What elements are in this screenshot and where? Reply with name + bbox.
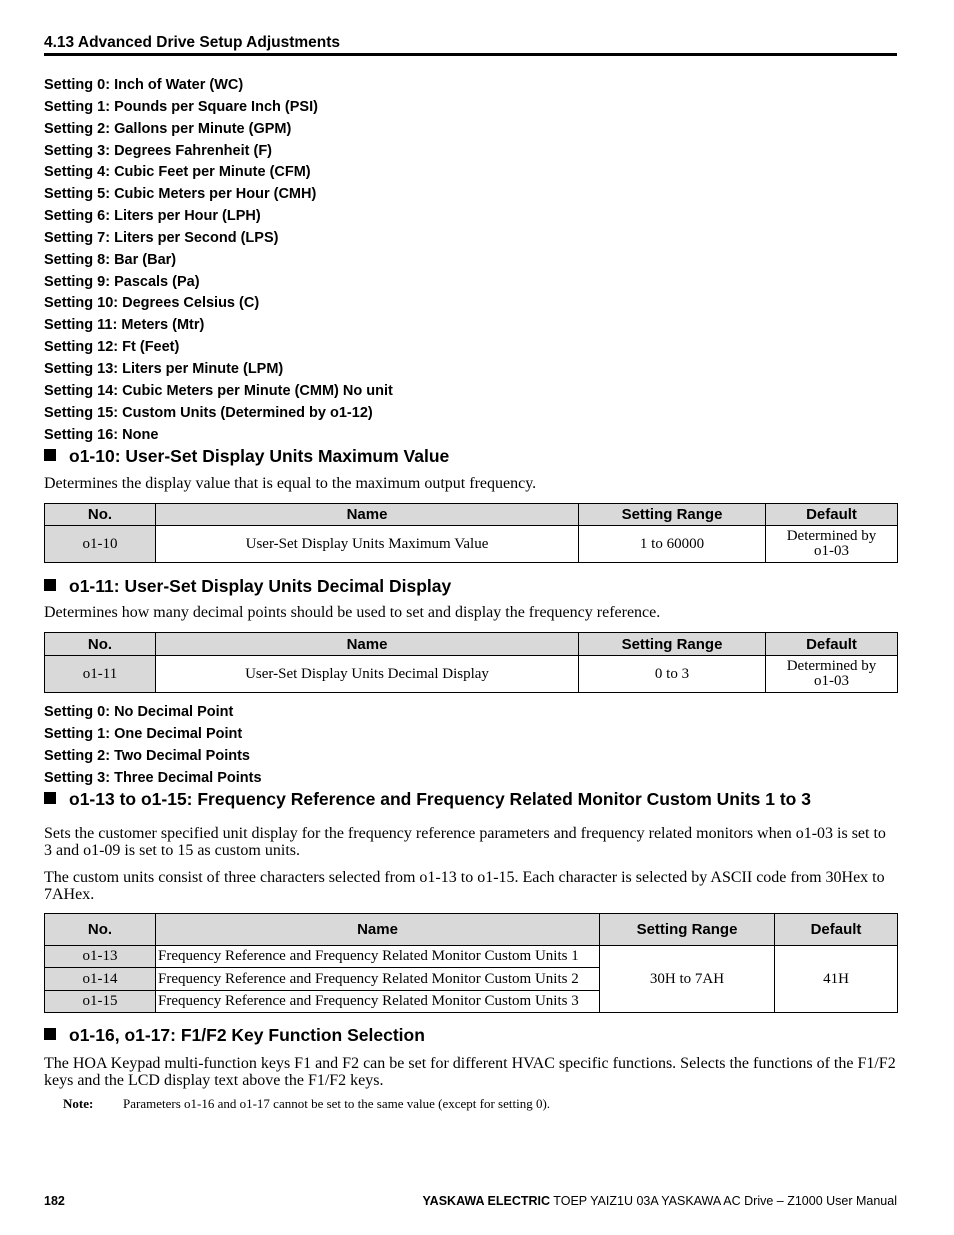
setting-item: Setting 5: Cubic Meters per Hour (CMH): [44, 186, 317, 203]
setting-item: Setting 15: Custom Units (Determined by o1-12): [44, 404, 373, 421]
setting-item: Setting 0: Inch of Water (WC): [44, 77, 244, 93]
square-bullet-icon: [44, 1028, 56, 1040]
o1-13-heading-text: o1-13 to o1-15: Frequency Reference and Frequency Related Monitor Custom Units 1 to 3: [69, 789, 811, 809]
param-name: User-Set Display Units Maximum Value: [156, 526, 579, 563]
param-range: 30H to 7AH: [600, 946, 775, 1013]
setting-item: Setting 6: Liters per Hour (LPH): [44, 208, 261, 225]
setting-item: Setting 4: Cubic Feet per Minute (CFM): [44, 164, 311, 181]
o1-16-heading: [44, 1024, 425, 1046]
setting-item: Setting 2: Gallons per Minute (GPM): [44, 120, 292, 137]
header-rule: [44, 53, 897, 56]
o1-10-table: [44, 503, 898, 563]
column-header-name: Name: [156, 633, 579, 656]
footer-document-title: [422, 1194, 897, 1208]
param-no: o1-11: [45, 656, 156, 693]
param-range: 0 to 3: [579, 656, 766, 693]
param-default-line1: Determined by: [786, 528, 877, 544]
setting-item: Setting 12: Ft (Feet): [44, 339, 180, 356]
setting-item: Setting 3: Degrees Fahrenheit (F): [44, 142, 273, 159]
table-row: [45, 526, 898, 563]
setting-item: Setting 0: No Decimal Point: [44, 704, 234, 720]
setting-item: Setting 7: Liters per Second (LPS): [44, 229, 279, 246]
setting-item: Setting 8: Bar (Bar): [44, 251, 177, 268]
setting-item: Setting 1: One Decimal Point: [44, 725, 243, 742]
setting-item: Setting 3: Three Decimal Points: [44, 769, 262, 786]
o1-16-heading-text: o1-16, o1-17: F1/F2 Key Function Selection: [69, 1025, 425, 1045]
o1-10-heading-text: o1-10: User-Set Display Units Maximum Value: [69, 446, 450, 466]
o1-11-table: [44, 632, 898, 693]
o1-13-description-1: Sets the customer specified unit display for the frequency reference parameters and frequency related monitors when o1-03 is set to 3 and o1-09 is set to 15 as custom units.: [44, 825, 886, 859]
footer-brand: YASKAWA ELECTRIC: [422, 1194, 551, 1208]
o1-11-description: Determines how many decimal points should be used to set and display the frequency reference.: [44, 604, 661, 621]
square-bullet-icon: [44, 792, 56, 804]
note-text: Parameters o1-16 and o1-17 cannot be set to the same value (except for setting 0).: [123, 1096, 551, 1111]
param-no: o1-15: [45, 991, 156, 1013]
note-label: Note:: [63, 1096, 94, 1111]
column-header-default: Default: [766, 633, 898, 656]
param-no: o1-10: [45, 526, 156, 563]
param-default: 41H: [775, 946, 898, 1013]
setting-item: Setting 14: Cubic Meters per Minute (CMM) No unit: [44, 382, 393, 399]
param-name: User-Set Display Units Decimal Display: [156, 656, 579, 693]
param-default: [766, 656, 898, 693]
param-name: Frequency Reference and Frequency Related Monitor Custom Units 1: [156, 946, 600, 968]
table-row: [45, 656, 898, 693]
column-header-range: Setting Range: [579, 504, 766, 526]
column-header-default: Default: [766, 504, 898, 526]
param-no: o1-13: [45, 946, 156, 968]
footer-doc-title: TOEP YAIZ1U 03A YASKAWA AC Drive – Z1000 User Manual: [550, 1194, 897, 1208]
settings-list: [44, 75, 904, 446]
section-title: 4.13 Advanced Drive Setup Adjustments: [44, 34, 341, 51]
o1-11-heading: [44, 575, 451, 597]
column-header-range: Setting Range: [579, 633, 766, 656]
note: [63, 1096, 550, 1112]
setting-item: Setting 9: Pascals (Pa): [44, 273, 200, 290]
param-default: [766, 526, 898, 563]
o1-10-heading: [44, 445, 449, 467]
square-bullet-icon: [44, 579, 56, 591]
o1-16-description: The HOA Keypad multi-function keys F1 and F2 can be set for different HVAC specific functions. Selects the functions of the F1/F2 keys and the LCD display text above the F1/F2 keys.: [44, 1055, 896, 1089]
o1-10-description: Determines the display value that is equal to the maximum output frequency.: [44, 475, 537, 492]
param-default-line1: Determined by: [786, 658, 877, 674]
setting-item: Setting 2: Two Decimal Points: [44, 747, 250, 764]
column-header-no: No.: [45, 914, 156, 946]
setting-item: Setting 13: Liters per Minute (LPM): [44, 360, 284, 377]
column-header-name: Name: [156, 504, 579, 526]
param-default-line2: o1-03: [814, 673, 849, 689]
param-no: o1-14: [45, 968, 156, 991]
param-default-line2: o1-03: [814, 543, 849, 559]
column-header-no: No.: [45, 504, 156, 526]
page-number: 182: [44, 1194, 65, 1208]
column-header-no: No.: [45, 633, 156, 656]
setting-item: Setting 16: None: [44, 426, 159, 443]
o1-13-table: [44, 913, 898, 1013]
decimal-settings-list: [44, 702, 904, 789]
table-row: [45, 946, 898, 968]
column-header-default: Default: [775, 914, 898, 946]
setting-item: Setting 10: Degrees Celsius (C): [44, 295, 260, 312]
o1-13-description-2: The custom units consist of three characters selected from o1-13 to o1-15. Each character is selected by ASCII code from 30Hex to 7AHex.: [44, 869, 885, 903]
setting-item: Setting 1: Pounds per Square Inch (PSI): [44, 98, 318, 115]
square-bullet-icon: [44, 449, 56, 461]
column-header-range: Setting Range: [600, 914, 775, 946]
o1-11-heading-text: o1-11: User-Set Display Units Decimal Display: [69, 576, 452, 596]
column-header-name: Name: [156, 914, 600, 946]
setting-item: Setting 11: Meters (Mtr): [44, 317, 205, 334]
o1-13-heading: [44, 788, 811, 810]
param-name: Frequency Reference and Frequency Related Monitor Custom Units 3: [156, 991, 600, 1013]
param-name: Frequency Reference and Frequency Related Monitor Custom Units 2: [156, 968, 600, 991]
param-range: 1 to 60000: [579, 526, 766, 563]
